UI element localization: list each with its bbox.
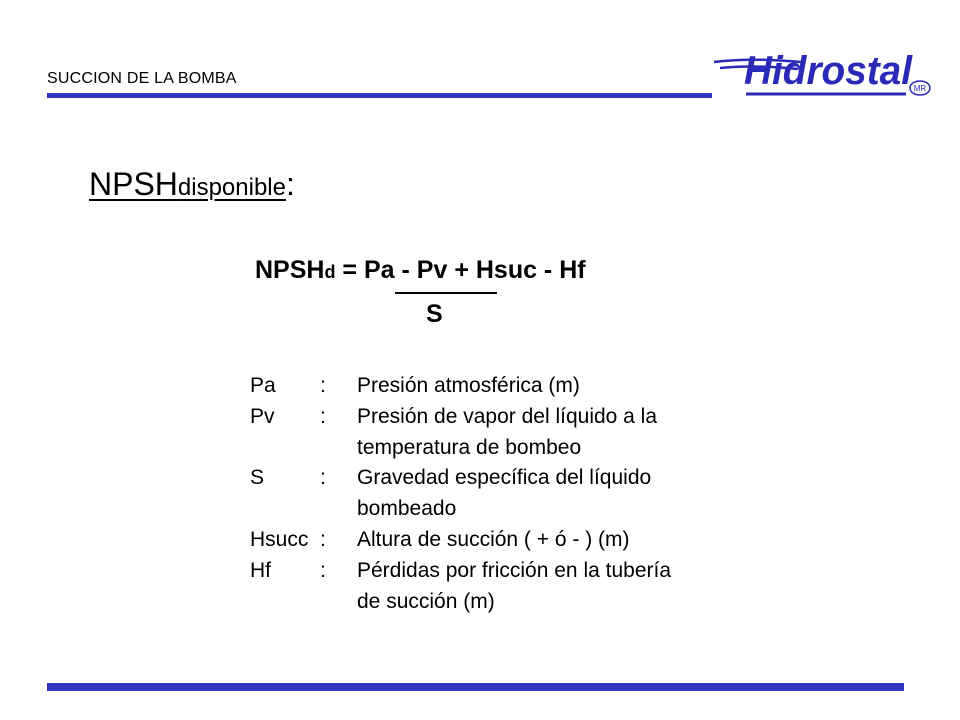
- definition-desc: Presión atmosférica (m): [357, 374, 580, 397]
- heading-subscript: disponible: [177, 174, 286, 201]
- definition-colon: :: [320, 404, 326, 428]
- fraction-bar: [395, 292, 497, 294]
- formula-numerator: Pa - Pv: [363, 256, 448, 284]
- definition-desc: Pérdidas por fricción en la tubería: [357, 558, 672, 582]
- definition-desc: Presión de vapor del líquido a la: [357, 404, 658, 428]
- definition-term: S: [250, 466, 265, 490]
- registered-mark-text: MR: [913, 84, 927, 93]
- definition-colon: :: [320, 374, 326, 397]
- heading-colon: :: [286, 166, 295, 202]
- heading-main: NPSH: [89, 166, 178, 202]
- definition-term: Pa: [250, 374, 276, 397]
- definition-desc: Gravedad específica del líquido: [357, 466, 652, 490]
- definition-desc: bombeado: [357, 497, 457, 521]
- npsh-formula: [255, 256, 586, 285]
- definition-term: Hf: [250, 558, 271, 582]
- definition-colon: :: [320, 466, 326, 490]
- definition-colon: :: [320, 528, 326, 551]
- logo-wordmark: Hidrostal: [744, 49, 913, 93]
- definition-colon: :: [320, 558, 326, 582]
- formula-denominator: S: [426, 300, 443, 328]
- definition-term: Hsucc: [250, 528, 309, 551]
- slide-header-title: SUCCION DE LA BOMBA: [47, 70, 237, 87]
- formula-rest: + Hsuc - Hf: [454, 256, 586, 284]
- hidrostal-logo: [706, 38, 936, 104]
- footer-rule: [47, 683, 904, 691]
- formula-lhs-subscript: d: [324, 262, 336, 282]
- formula-equals: =: [342, 256, 358, 284]
- definition-desc: de succión (m): [357, 589, 495, 613]
- header-rule: [47, 93, 712, 98]
- definition-desc: Altura de succión ( + ó - ) (m): [357, 528, 630, 551]
- npsh-heading: [89, 166, 295, 203]
- definition-desc: temperatura de bombeo: [357, 435, 582, 459]
- definition-term: Pv: [250, 404, 275, 428]
- formula-lhs: NPSH: [255, 256, 325, 284]
